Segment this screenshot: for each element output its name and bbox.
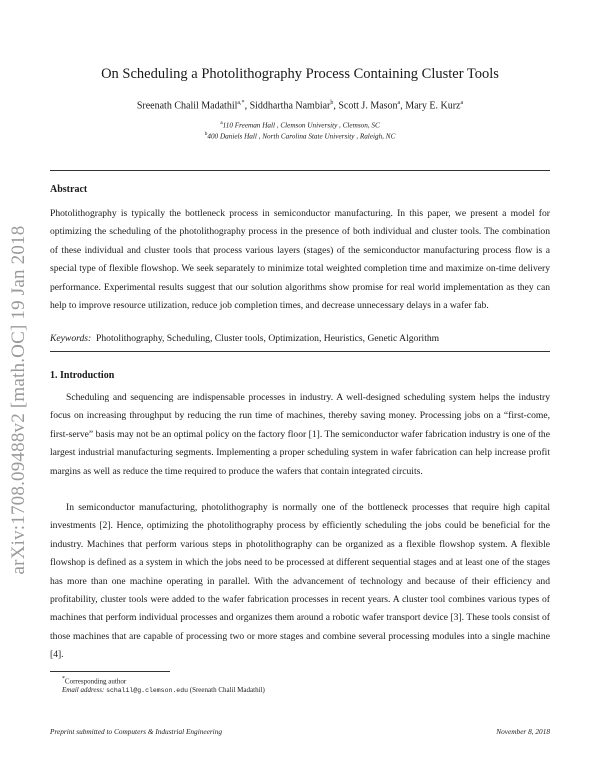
header-rule: [50, 170, 550, 171]
author-mark: b: [330, 100, 334, 106]
footnote-text: Corresponding author: [64, 677, 127, 686]
footer-date: November 8, 2018: [496, 727, 550, 736]
email-owner: (Sreenath Chalil Madathil): [189, 686, 265, 694]
paper-title: On Scheduling a Photolithography Process Containing Cluster Tools: [101, 66, 499, 82]
email-address[interactable]: schalil@g.clemson.edu: [106, 687, 188, 694]
keywords-text: Photolithography, Scheduling, Cluster tools, Optimization, Heuristics, Genetic Algorithm: [96, 333, 440, 344]
section-heading: 1. Introduction: [50, 370, 115, 381]
affiliation-text: 400 Daniels Hall , North Carolina State University , Raleigh, NC: [207, 132, 396, 141]
affiliation-text: 110 Freeman Hall , Clemson University , Clemson, SC: [222, 121, 380, 130]
abstract-heading: Abstract: [50, 184, 88, 195]
keywords-label: Keywords:: [50, 333, 92, 344]
footnote-corresponding: [62, 676, 126, 685]
author-mark: a,*: [237, 100, 245, 106]
arxiv-identifier-stamp: [4, 190, 34, 610]
footnote-email: [62, 686, 265, 694]
email-label: Email address:: [62, 686, 105, 694]
intro-paragraph: In semiconductor manufacturing, photolithography is normally one of the bottleneck processes that require high capital investments [2]. Hence, optimizing the photolithography process by efficiently scheduling the jobs could be beneficial for the industry. Machines that perform various steps in photolithography can be organized as a flexible flowshop system. A flexible flowshop is defined as a system in which the jobs need to be processed at different sequential stages and at least one of the stages has more than one machine operating in parallel. With the advancement of technology and because of their efficiency and profitability, cluster tools were added to the wafer fabrication processes in recent years. A cluster tool combines various types of machines that perform individual processes and organizes them around a robotic wafer transport device [3]. These tools consist of those machines that are capable of processing two or more stages and combine several processing modules into a single machine [4].: [50, 502, 550, 661]
keywords-line: [50, 333, 550, 344]
author-mark: a: [397, 100, 401, 106]
footnote-rule: [50, 671, 170, 672]
affiliation: [50, 120, 550, 129]
intro-paragraph: Scheduling and sequencing are indispensable processes in industry. A well-designed scheduling system helps the industry focus on increasing throughput by reducing the run time of machines, thereby saving money. Processing jobs on a “first-come, first-serve” basis may not be an optimal policy on the factory floor [1]. The semiconductor wafer fabrication industry is one of the largest industrial manufacturing segments. Implementing a proper scheduling system in wafer fabrication can help increase profit margins as well as reduce the time required to produce the wafers that contain integrated circuits.: [50, 392, 550, 477]
arxiv-identifier-text: arXiv:1708.09488v2 [math.OC] 19 Jan 2018: [8, 225, 29, 575]
author-list: Sreenath Chalil Madathil$^{a,*}$, Siddhartha Nambiar$^b$, Scott J. Mason$^a$, Mary E. Kurz$^a$: [136, 100, 464, 112]
abstract-rule: [50, 351, 550, 352]
affiliation-mark: a: [220, 120, 223, 126]
author-name: Mary E. Kurz: [405, 100, 461, 112]
footer-journal: Preprint submitted to Computers & Industrial Engineering: [50, 727, 223, 736]
author-name: Sreenath Chalil Madathil: [136, 100, 238, 112]
abstract-text: Photolithography is typically the bottleneck process in semiconductor manufacturing. In this paper, we present a model for optimizing the scheduling of the photolithography process in the presence of both individual and cluster tools. The combination of these individual and cluster tools that process various layers (stages) of the semiconductor manufacturing process flow is a special type of flexible flowshop. We seek separately to minimize total weighted completion time and maximize on-time delivery performance. Experimental results suggest that our solution algorithms show promise for real world implementation as they can help to improve resource utilization, reduce job completion times, and decrease unnecessary delays in a wafer fab.: [50, 208, 550, 312]
affiliation-mark: b: [204, 131, 208, 137]
author-mark: a: [460, 100, 464, 106]
author-name: Siddhartha Nambiar: [249, 100, 331, 112]
author-name: Scott J. Mason: [338, 100, 398, 112]
affiliation: [50, 131, 550, 140]
footnote-mark: *: [62, 676, 65, 682]
